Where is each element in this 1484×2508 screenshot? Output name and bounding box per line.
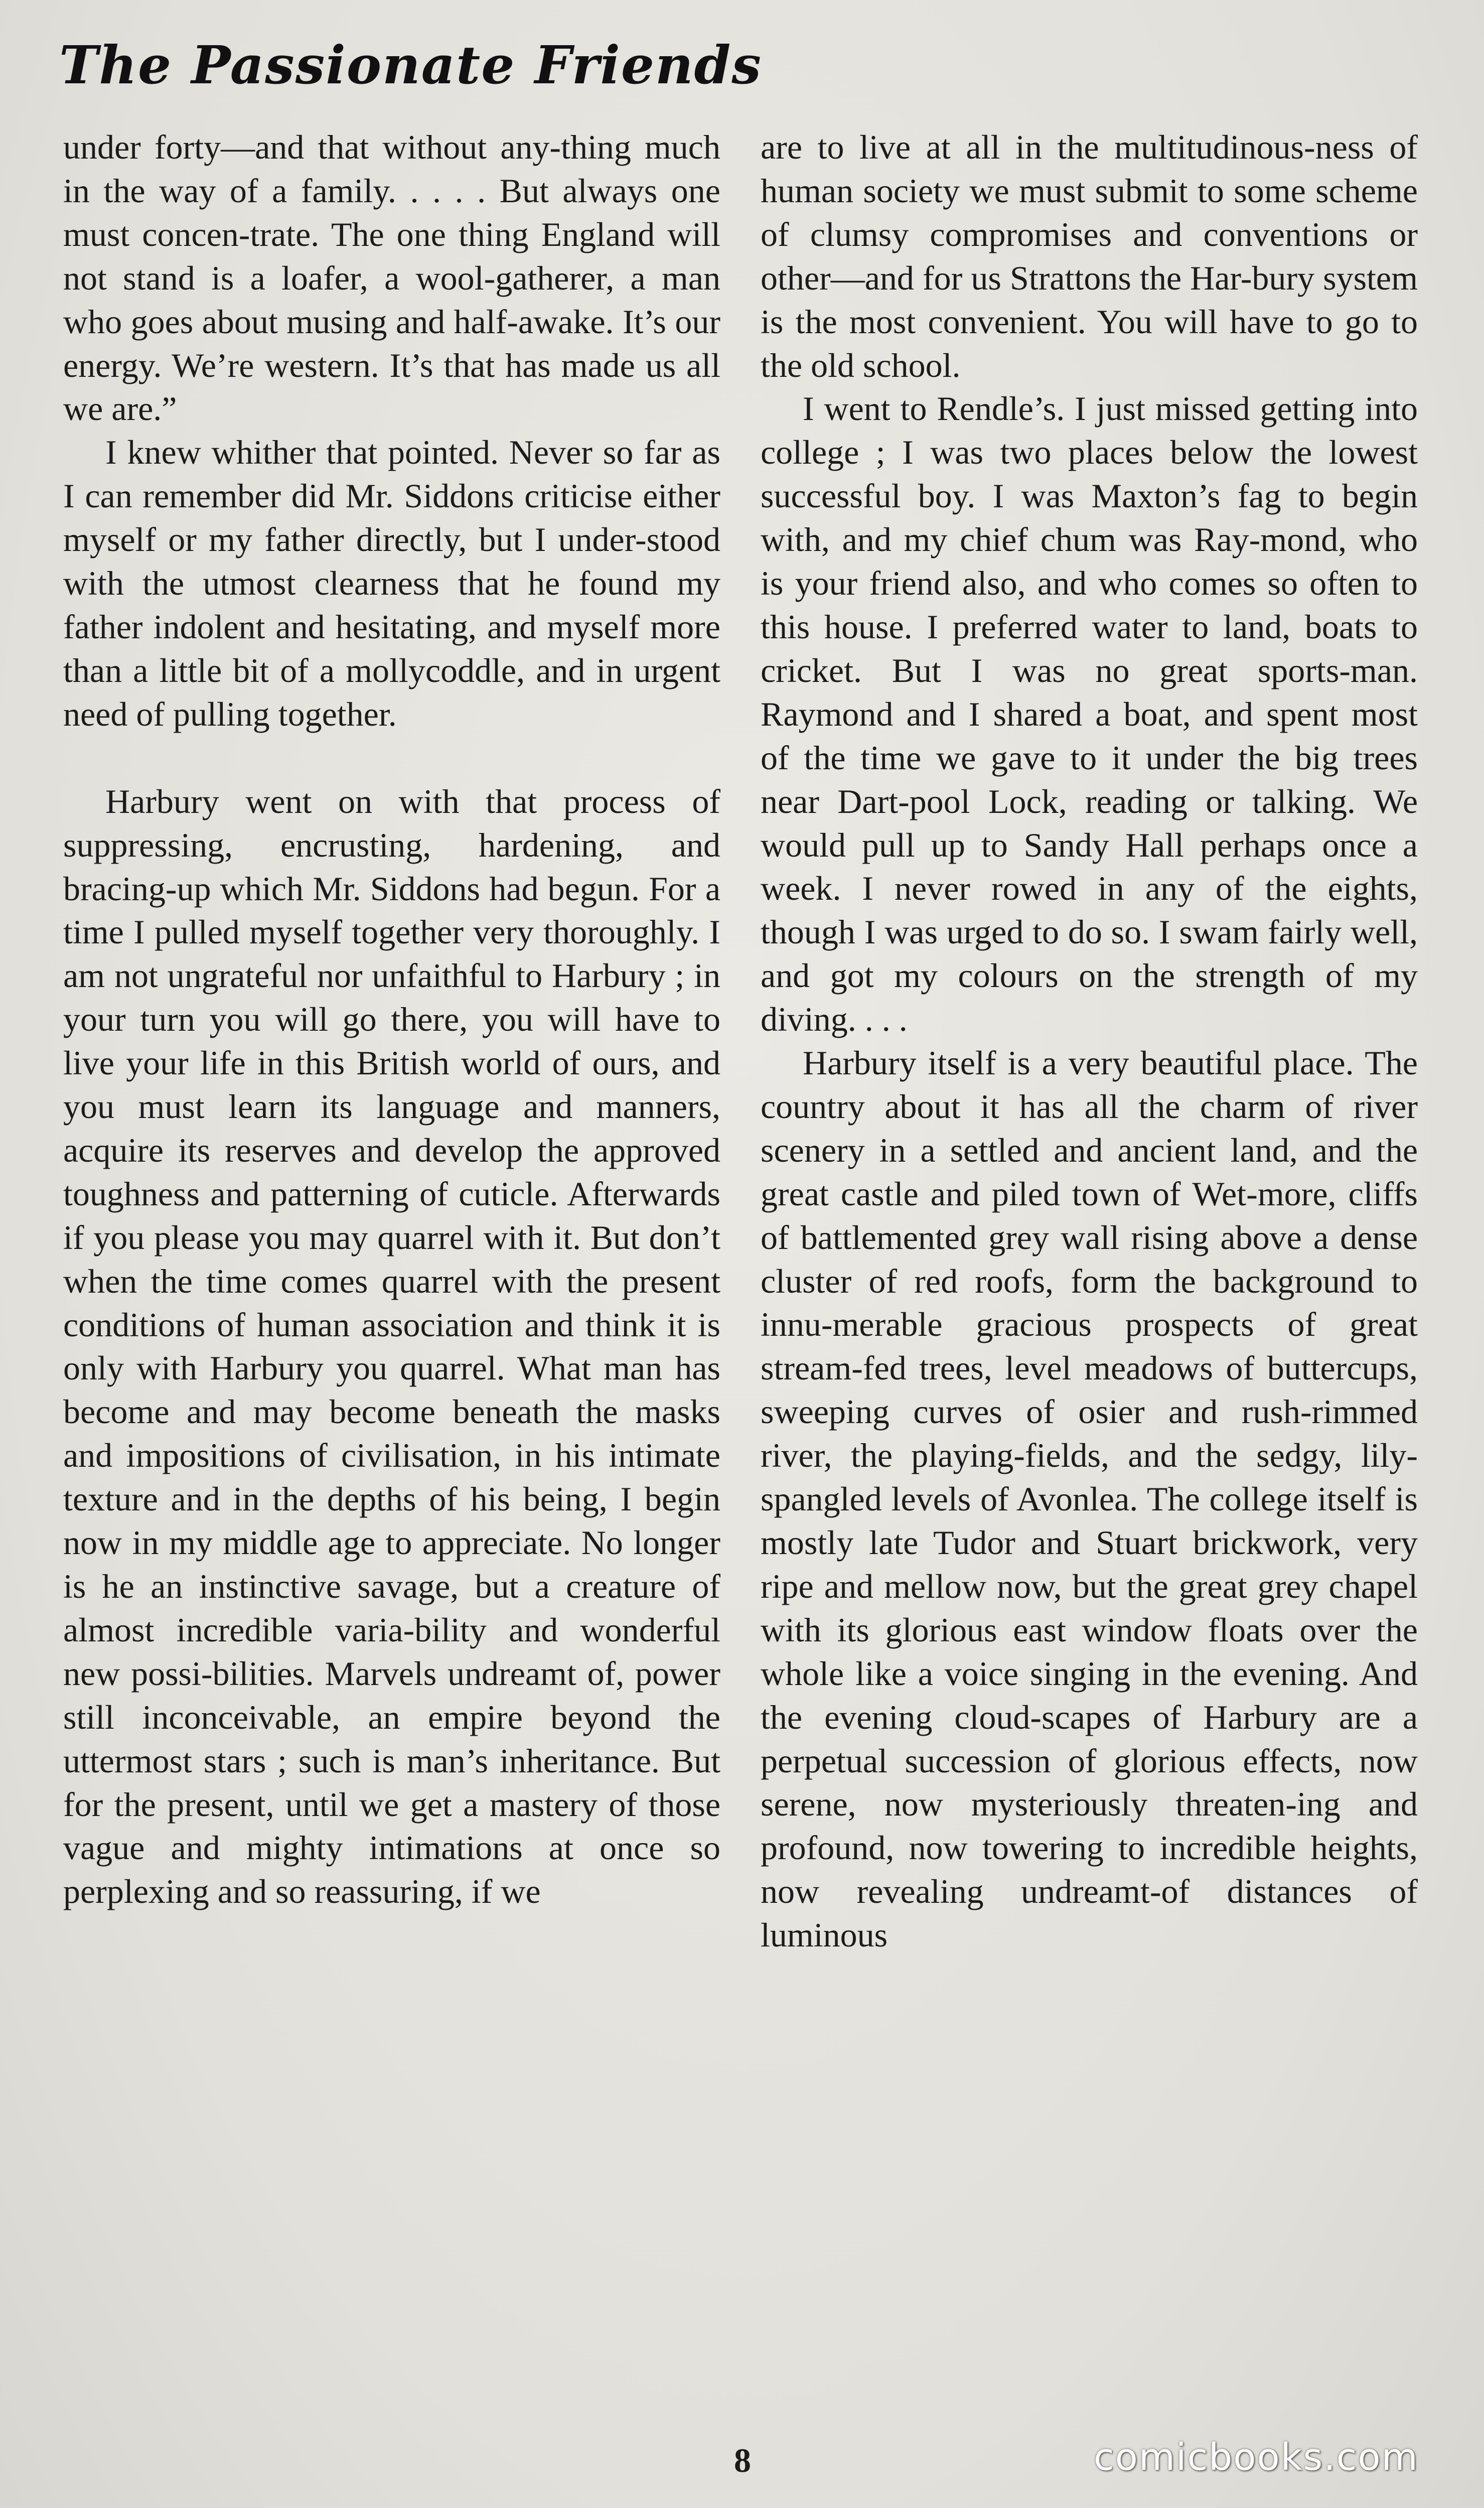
- page-number: 8: [734, 2441, 751, 2479]
- text-column-right: [761, 125, 1418, 1957]
- paragraph: I went to Rendle’s. I just missed getting into college ; I was two places below the lowest successful boy. I was Maxton’s fag to begin with, and my chief chum was Ray-mond, who is your friend also, and who comes so often to this house. I preferred water to land, boats to cricket. But I was no great sports-man. Raymond and I shared a boat, and spent most of the time we gave to it under the big trees near Dart-pool Lock, reading or talking. We would pull up to Sandy Hall perhaps once a week. I never rowed in any of the eights, though I was urged to do so. I swam fairly well, and got my colours on the strength of my diving. . . .: [761, 389, 1418, 1039]
- paragraph: Harbury itself is a very beautiful place. The country about it has all the charm of river scenery in a settled and ancient land, and the great castle and piled town of Wet-more, cliffs of battlemented grey wall rising above a dense cluster of red roofs, form the background to innu-merable gracious prospects of great stream-fed trees, level meadows of buttercups, sweeping curves of osier and rush-rimmed river, the playing-fields, and the sedgy, lily-spangled levels of Avonlea. The college itself is mostly late Tudor and Stuart brickwork, very ripe and mellow now, but the great grey chapel with its glorious east window floats over the whole like a voice singing in the evening. And the evening cloud-scapes of Harbury are a perpetual succession of glorious effects, now serene, now mysteriously threaten-ing and profound, now towering to incredible heights, now revealing undreamt-of distances of luminous: [761, 1044, 1418, 1955]
- paragraph: under forty—and that without any-thing much in the way of a family. . . . . But always one must concen-trate. The one thing England will not stand is a loafer, a wool-gatherer, a man who goes about musing and half-awake. It’s our energy. We’re western. It’s that has made us all we are.”: [63, 128, 720, 428]
- paragraph: Harbury went on with that process of suppressing, encrusting, hardening, and bracing-up which Mr. Siddons had begun. For a time I pulled myself together very thoroughly. I am not ungrateful nor unfaithful to Harbury ; in your turn you will go there, you will have to live your life in this British world of ours, and you must learn its language and manners, acquire its reserves and develop the approved toughness and patterning of cuticle. Afterwards if you please you may quarrel with it. But don’t when the time comes quarrel with the present conditions of human association and think it is only with Harbury you quarrel. What man has become and may become beneath the masks and impositions of civilisation, in his intimate texture and in the depths of his being, I begin now in my middle age to appreciate. No longer is he an instinctive savage, but a creature of almost incredible varia-bility and wonderful new possi-bilities. Marvels undreamt of, power still inconceivable, an empire beyond the uttermost stars ; such is man’s inheritance. But for the present, until we get a mastery of those vague and mighty intimations at once so perplexing and so reassuring, if we: [63, 782, 720, 1911]
- text-column-left: [63, 125, 720, 1913]
- paragraph: I knew whither that pointed. Never so far as I can remember did Mr. Siddons criticise either myself or my father directly, but I under-stood with the utmost clearness that he found my father indolent and hesitating, and myself more than a little bit of a mollycoddle, and in urgent need of pulling together.: [63, 433, 720, 733]
- story-title: The Passionate Friends: [59, 34, 762, 96]
- site-watermark: comicbooks.com: [1094, 2436, 1419, 2479]
- paragraph: are to live at all in the multitudinous-ness of human society we must submit to some scheme of clumsy compromises and conventions or other—and for us Strattons the Har-bury system is the most convenient. You will have to go to the old school.: [761, 128, 1418, 384]
- page-header: [59, 30, 1424, 110]
